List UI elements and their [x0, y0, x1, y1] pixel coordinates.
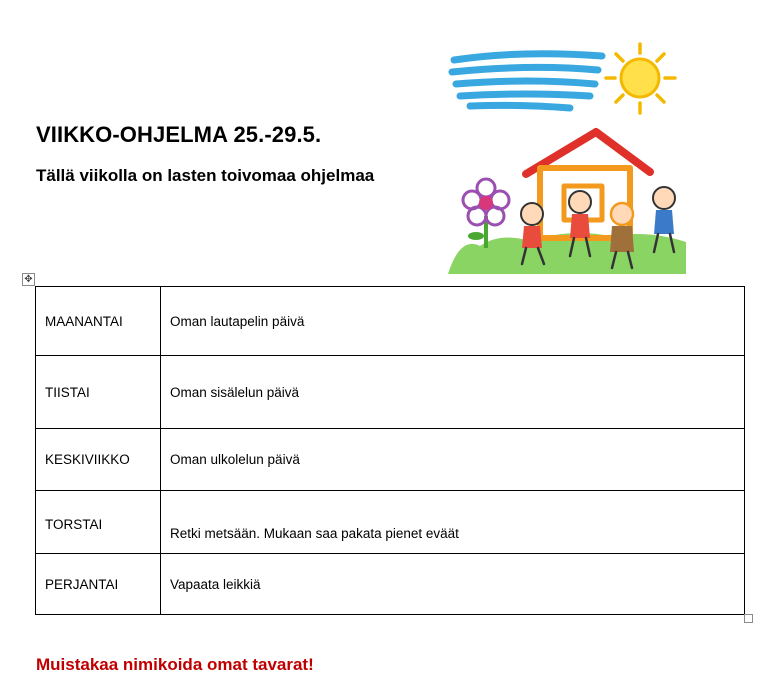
day-cell: MAANANTAI: [36, 287, 161, 356]
day-cell: TIISTAI: [36, 356, 161, 429]
activity-cell: Oman ulkolelun päivä: [161, 429, 745, 491]
sky-scribble: [452, 54, 602, 108]
sun-icon: [606, 44, 675, 113]
page-subtitle: Tällä viikolla on lasten toivomaa ohjelmaa: [36, 166, 375, 185]
activity-cell: Vapaata leikkiä: [161, 554, 745, 615]
table-row: [36, 491, 745, 554]
table-move-handle-icon[interactable]: ✥: [22, 273, 35, 286]
table-row: [36, 356, 745, 429]
table-row: [36, 554, 745, 615]
children-house-sun-icon: [440, 36, 690, 281]
table-row: [36, 429, 745, 491]
page-title: VIIKKO-OHJELMA 25.-29.5.: [36, 122, 322, 147]
activity-cell: Oman sisälelun päivä: [161, 356, 745, 429]
flower-icon: [463, 179, 509, 248]
table-resize-handle[interactable]: [744, 614, 753, 623]
table-row: [36, 287, 745, 356]
day-cell: TORSTAI: [36, 491, 161, 554]
activity-cell: Retki metsään. Mukaan saa pakata pienet eväät: [161, 491, 745, 554]
day-cell: KESKIVIIKKO: [36, 429, 161, 491]
schedule-table: [35, 286, 745, 615]
activity-cell: Oman lautapelin päivä: [161, 287, 745, 356]
day-cell: PERJANTAI: [36, 554, 161, 615]
reminder-text: Muistakaa nimikoida omat tavarat!: [36, 655, 314, 674]
